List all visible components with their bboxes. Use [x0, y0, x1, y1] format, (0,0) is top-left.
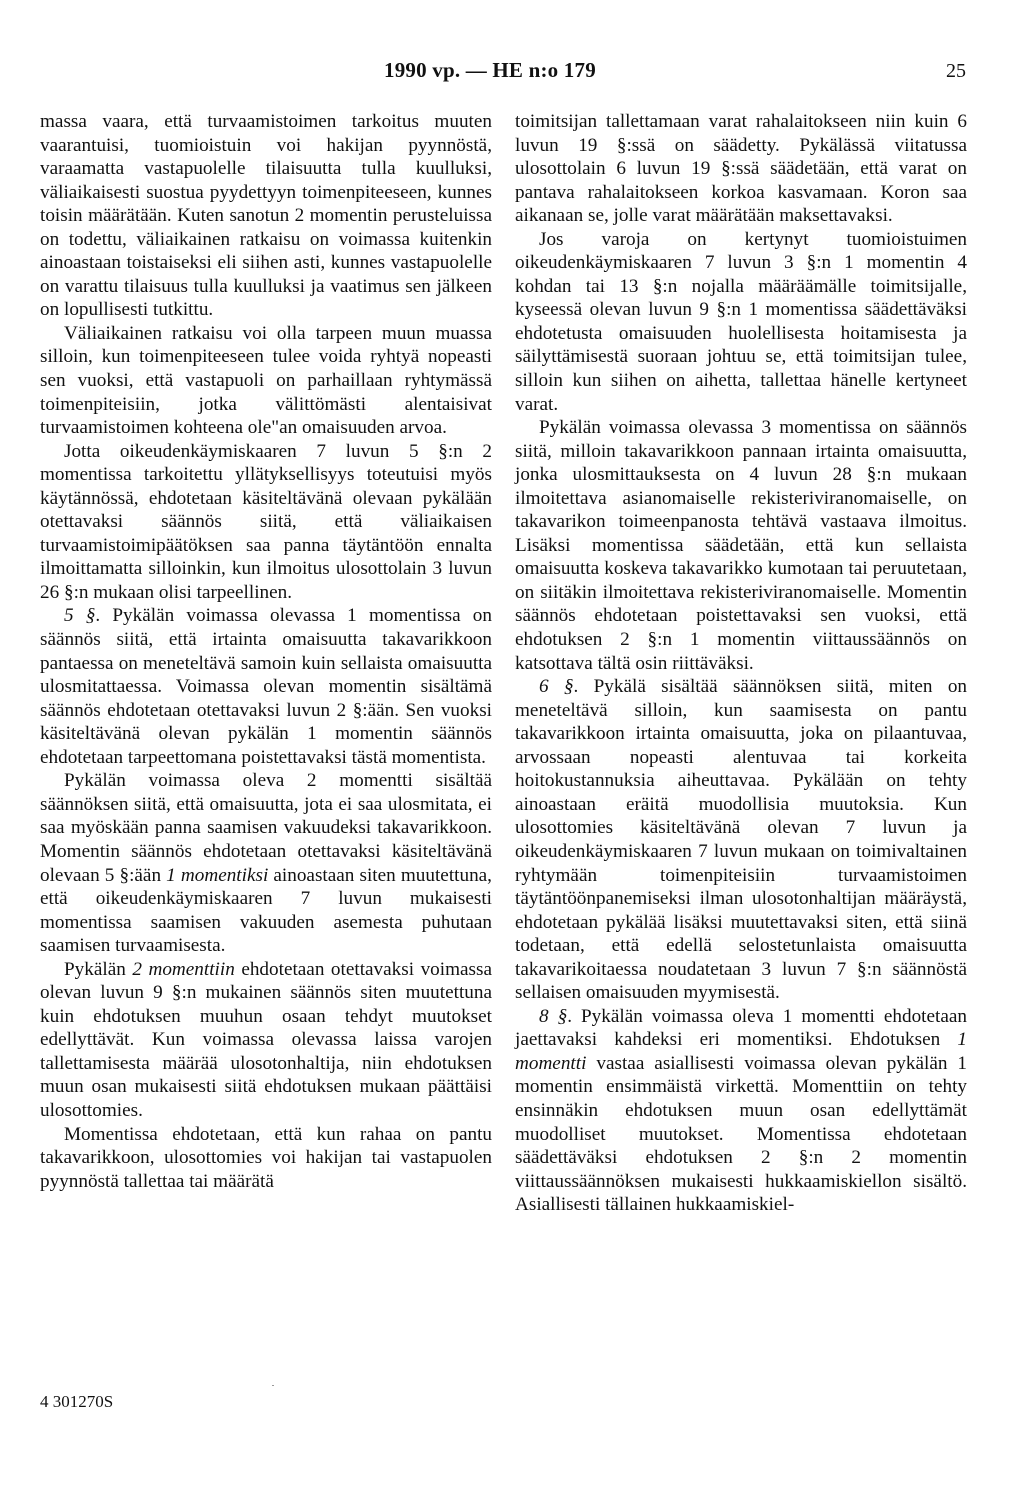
paragraph-text: vastaa asiallisesti voimassa olevan pykälän 1 momentin ensimmäistä virkettä. Momenttiin on tehty ensinnäkin ehdotuksen muun osan edellyttämät muodolliset muutokset. Momentissa ehdotetaan säädettäväksi ehdotuksen 2 §:n 2 momentin viittaussäännöksen mukaisesti hukkaamiskiellon sisältö. Asiallisesti tällainen hukkaamiskiel-: [515, 1052, 967, 1216]
paragraph-text: Jos varoja on kertynyt tuomioistuimen oikeudenkäymiskaaren 7 luvun 3 §:n 1 momentin 4 kohdan tai 13 §:n nojalla määräämälle toimitsijalle, kyseessä olevan luvun 9 §:n 1 momentissa säädettäväksi ehdotetusta omaisuuden huolellisesta hoitamisesta ja säilyttämisestä suoraan johtuu se, että toimitsijan tulee, silloin kun siihen on aihetta, tallettaa hänelle kertyneet varat.: [515, 228, 967, 415]
paragraph-text: toimitsijan tallettamaan varat rahalaitokseen niin kuin 6 luvun 19 §:ssä on säädetty. Pykälässä viitatussa ulosottolain 6 luvun 19 §:ssä säädetään, että varat on pantava rahalaitokseen korkoa kasvamaan. Koron saa aikanaan se, jolle varat määrätään maksettavaksi.: [515, 111, 967, 227]
paragraph-text: . Pykälä sisältää säännöksen siitä, miten on meneteltävä silloin, kun saamisesta on pantu takavarikkoon irtainta omaisuutta, joka on pilaantuvaa, arvossaan nopeasti alentuvaa tai korkeita hoitokustannuksia aiheuttavaa. Pykälään on tehty ainoastaan eräitä muodollisia muutoksia. Kun ulosottomies käsiteltävänä olevan 7 luvun ja oikeudenkäymiskaaren 7 luvun mukaan on toimivaltainen ryhtymään toimenpiteisiin turvaamistoimen täytäntöönpanemiseksi ilman ulosotonhaltijan määräystä, ehdotetaan pykälää lisäksi muutettavaksi siten, että siinä todetaan, että edellä selostetunlaista omaisuutta takavarikoitaessa noudatetaan 3 luvun 7 §:n säännöstä sellaisen omaisuuden myymisestä.: [515, 676, 968, 1004]
paragraph: [40, 958, 492, 1123]
page-header: [0, 58, 1024, 92]
paragraph-text: . Pykälän voimassa olevassa 1 momentissa on säännös siitä, että irtainta omaisuutta takavarikkoon pantaessa on meneteltävä samoin kuin sellaista omaisuutta ulosmitattaessa. Voimassa olevan momentin sisältämä säännös ehdotetaan otettavaksi luvun 2 §:ään. Sen vuoksi käsiteltävänä olevan pykälän 1 momentin säännös ehdotetaan tarpeettomana poistettavaksi tästä momentista.: [40, 605, 492, 768]
paragraph: [40, 110, 492, 322]
paragraph: [515, 228, 967, 416]
right-column: [515, 110, 967, 1217]
running-title: 1990 vp. — HE n:o 179: [384, 58, 596, 82]
paragraph-text: Väliaikainen ratkaisu voi olla tarpeen muun muassa silloin, kun toimenpiteeseen tulee voida ryhtyä nopeasti sen vuoksi, että vastapuoli on parhaillaan ryhtymässä toimenpiteisiin, jotka välittömästi alentaisivat turvaamistoimen kohteena ole"an omaisuuden arvoa.: [40, 322, 492, 439]
footer-code: 4 301270S: [40, 1392, 114, 1411]
paragraph-text: Momentissa ehdotetaan, että kun rahaa on pantu takavarikkoon, ulosottomies voi hakijan tai vastapuolen pyynnöstä tallettaa tai määrätä: [40, 1123, 492, 1192]
paragraph-text: Pykälän voimassa oleva 2 momentti sisältää säännöksen siitä, että omaisuutta, jota ei saa ulosmitata, ei saa myöskään panna saamisen vakuudeksi takavarikkoon. Momentin säännös ehdotetaan otettavaksi käsiteltävänä olevaan 5 §:ään: [40, 770, 492, 886]
paragraph-text: Pykälän: [64, 958, 133, 980]
paragraph: [515, 1005, 967, 1217]
paragraph: [40, 769, 492, 957]
left-column: [40, 110, 492, 1193]
footer-mark: [272, 1385, 274, 1386]
section-marker: 8 §: [539, 1005, 568, 1027]
paragraph-text: ehdotetaan otettavaksi voimassa olevan luvun 9 §:n mukainen säännös siten muutettuna kuin ehdotuksen muuhun osaan tehdyt muutokset edellyttävät. Kun voimassa olevassa laissa varojen tallettamisesta määrää ulosotonhaltija, niin ehdotuksen muun osan mukaisesti siitä ehdotuksen mukaan päättäisi ulosottomies.: [40, 958, 492, 1121]
section-marker: 6 §: [539, 676, 574, 698]
paragraph: [40, 1123, 492, 1194]
paragraph-text: Jotta oikeudenkäymiskaaren 7 luvun 5 §:n 2 momentissa tarkoitettu yllätyksellisyys toteutuisi myös käytännössä, ehdotetaan käsiteltävänä olevaan pykälään otettavaksi säännös siitä, että väliaikaisen turvaamistoimipäätöksen saa panna täytäntöön ennalta ilmoittamatta silloinkin, kun ilmoitus ulosottolain 3 luvun 26 §:n mukaan olisi tarpeellinen.: [40, 440, 492, 603]
italic-term: 2 momenttiin: [132, 958, 235, 980]
paragraph: [40, 322, 492, 440]
paragraph-text: massa vaara, että turvaamistoimen tarkoitus muuten vaarantuisi, tuomioistuin voi hakijan pyynnöstä, varaamatta vastapuolelle tilaisuutta tulla kuulluksi, väliaikaisesti suostua pyydettyyn toimenpiteeseen, kunnes toisin määrätään. Kuten sanotun 2 momentin perusteluissa on todettu, väliaikainen ratkaisu on voimassa kuitenkin ainoastaan toistaiseksi eli siihen asti, kunnes vastapuolelle on varattu tilaisuus tulla kuulluksi ja vaatimus sen jälkeen on lopullisesti tutkittu.: [40, 111, 492, 321]
paragraph-text: . Pykälän voimassa oleva 1 momentti ehdotetaan jaettavaksi kahdeksi eri momentiksi. Ehdotuksen: [515, 1005, 967, 1051]
paragraph: [40, 440, 492, 605]
paragraph: [515, 110, 967, 228]
paragraph: [515, 416, 967, 675]
italic-term: 1 momentti: [515, 1029, 967, 1074]
page-number: 25: [946, 60, 966, 82]
paragraph: [40, 604, 492, 769]
section-marker: 5 §: [64, 605, 96, 627]
italic-term: 1 momentiksi: [166, 864, 269, 886]
paragraph-text: ainoastaan siten muutettuna, että oikeudenkäymiskaaren 7 luvun mukaisesti momentissa saamisen vakuuden asemesta puhutaan saamisen turvaamisesta.: [40, 864, 492, 957]
paragraph-text: Pykälän voimassa olevassa 3 momentissa on säännös siitä, milloin takavarikkoon pannaan irtainta omaisuutta, jonka ulosmittauksesta on 4 luvun 28 §:n mukaan ilmoitettava asianomaiselle rekisteriviranomaiselle, on takavarikon toimeenpanosta tehtävä vastaava ilmoitus. Lisäksi momentissa säädetään, että kun sellaista omaisuutta koskeva takavarikko kumotaan tai peruutetaan, on siitäkin ilmoitettava rekisteriviranomaiselle. Momentin säännös ehdotetaan poistettavaksi sen vuoksi, että ehdotuksen 2 §:n 1 momentin viittaussäännös on katsottava tältä osin riittäväksi.: [515, 417, 967, 674]
paragraph: [515, 675, 967, 1005]
